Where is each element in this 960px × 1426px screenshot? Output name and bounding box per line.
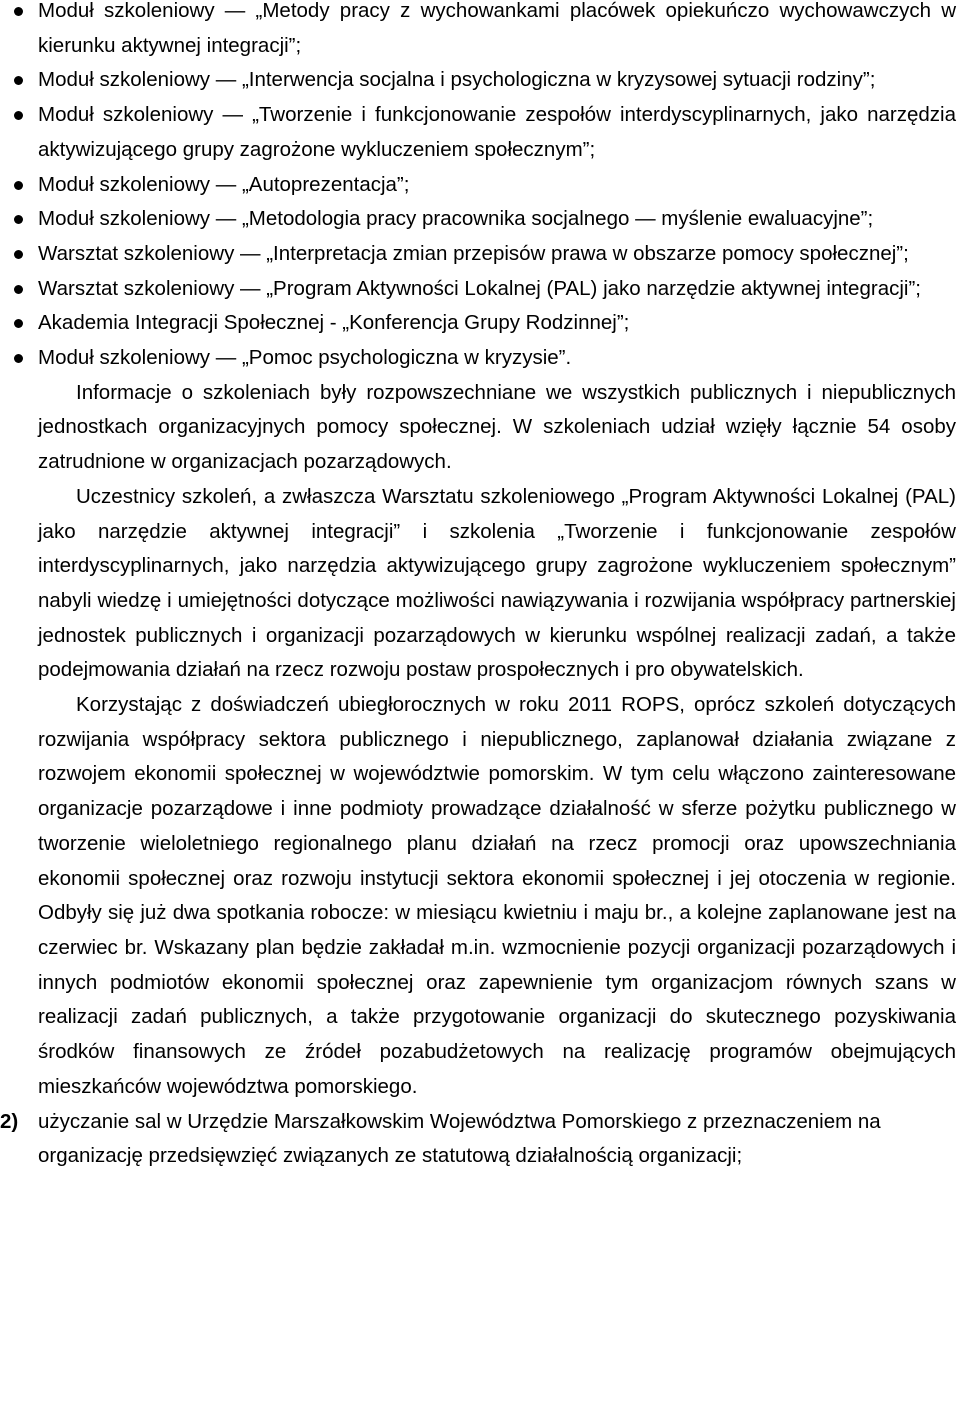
bullet-icon — [14, 354, 23, 363]
list-item — [38, 341, 956, 376]
list-item — [38, 272, 956, 307]
list-item — [38, 98, 956, 167]
list-item — [38, 306, 956, 341]
bullet-icon — [14, 7, 23, 16]
bullet-icon — [14, 181, 23, 190]
bullet-icon — [14, 76, 23, 85]
list-item-text: Moduł szkoleniowy — „Metody pracy z wychowankami placówek opiekuńczo wychowawczych w kierunku aktywnej integracji”; — [38, 0, 956, 57]
bullet-icon — [14, 319, 23, 328]
list-item — [38, 237, 956, 272]
training-modules-list — [0, 0, 956, 376]
numbered-item — [0, 1105, 956, 1174]
bullet-icon — [14, 285, 23, 294]
list-item-text: Moduł szkoleniowy — „Metodologia pracy pracownika socjalnego — myślenie ewaluacyjne”; — [38, 207, 874, 231]
list-item-text: Moduł szkoleniowy — „Interwencja socjalna i psychologiczna w kryzysowej sytuacji rodziny”; — [38, 68, 876, 92]
item-text: użyczanie sal w Urzędzie Marszałkowskim Województwa Pomorskiego z przeznaczeniem na organizację przedsięwzięć związanych ze statutową działalnością organizacji; — [38, 1109, 881, 1168]
list-item — [38, 202, 956, 237]
list-item — [38, 168, 956, 203]
paragraph-participants: Uczestnicy szkoleń, a zwłaszcza Warsztatu szkoleniowego „Program Aktywności Lokalnej (PAL) jako narzędzie aktywnej integracji” i szkolenia „Tworzenie i funkcjonowanie zespołów interdyscyplinarnych, jako narzędzia aktywizującego grupy zagrożone wykluczeniem społecznym” nabyli wiedzę i umiejętności dotyczące możliwości nawiązywania i rozwijania współpracy partnerskiej jednostek publicznych i organizacji pozarządowych w kierunku wspólnej realizacji zadań, a także podejmowania działań na rzecz rozwoju postaw prospołecznych i pro obywatelskich. — [38, 484, 956, 682]
paragraph-social-economy: Korzystając z doświadczeń ubiegłorocznych w roku 2011 ROPS, oprócz szkoleń dotyczących rozwijania współpracy sektora publicznego i niepublicznego, zaplanował działania związane z rozwojem ekonomii społecznej w województwie pomorskim. W tym celu włączono zainteresowane organizacje pozarządowe i inne podmioty prowadzące działalność w sferze pożytku publicznego w tworzenie wieloletniego regionalnego planu działań na rzecz promocji oraz upowszechniania ekonomii społecznej oraz rozwoju instytucji sektora ekonomii społecznej i jej otoczenia w regionie. Odbyły się już dwa spotkania robocze: w miesiącu kwietniu i maju br., a kolejne zaplanowane jest na czerwiec br. Wskazany plan będzie zakładał m.in. wzmocnienie pozycji organizacji pozarządowych i innych podmiotów ekonomii społecznej oraz zapewnienie tym organizacjom równych szans w realizacji zadań publicznych, a także przygotowanie organizacji do skutecznego pozyskiwania środków finansowych ze źródeł pozabudżetowych na realizację programów obejmujących mieszkańców województwa pomorskiego. — [38, 693, 956, 1098]
bullet-icon — [14, 111, 23, 120]
list-item-text: Akademia Integracji Społecznej - „Konferencja Grupy Rodzinnej”; — [38, 311, 630, 335]
bullet-icon — [14, 250, 23, 259]
list-item-text: Warsztat szkoleniowy — „Interpretacja zmian przepisów prawa w obszarze pomocy społecznej”; — [38, 241, 909, 265]
item-number: 2) — [0, 1109, 19, 1133]
list-item-text: Moduł szkoleniowy — „Autoprezentacja”; — [38, 172, 410, 196]
list-item — [38, 0, 956, 63]
list-item-text: Moduł szkoleniowy — „Pomoc psychologiczna w kryzysie”. — [38, 346, 572, 370]
bullet-icon — [14, 215, 23, 224]
paragraph-training-info: Informacje o szkoleniach były rozpowszechniane we wszystkich publicznych i niepublicznych jednostkach organizacyjnych pomocy społecznej. W szkoleniach udział wzięły łącznie 54 osoby zatrudnione w organizacjach pozarządowych. — [38, 380, 956, 474]
list-item-text: Moduł szkoleniowy — „Tworzenie i funkcjonowanie zespołów interdyscyplinarnych, jako narzędzia aktywizującego grupy zagrożone wykluczeniem społecznym”; — [38, 103, 956, 161]
list-item — [38, 63, 956, 98]
list-item-text: Warsztat szkoleniowy — „Program Aktywności Lokalnej (PAL) jako narzędzie aktywnej integracji”; — [38, 276, 921, 300]
